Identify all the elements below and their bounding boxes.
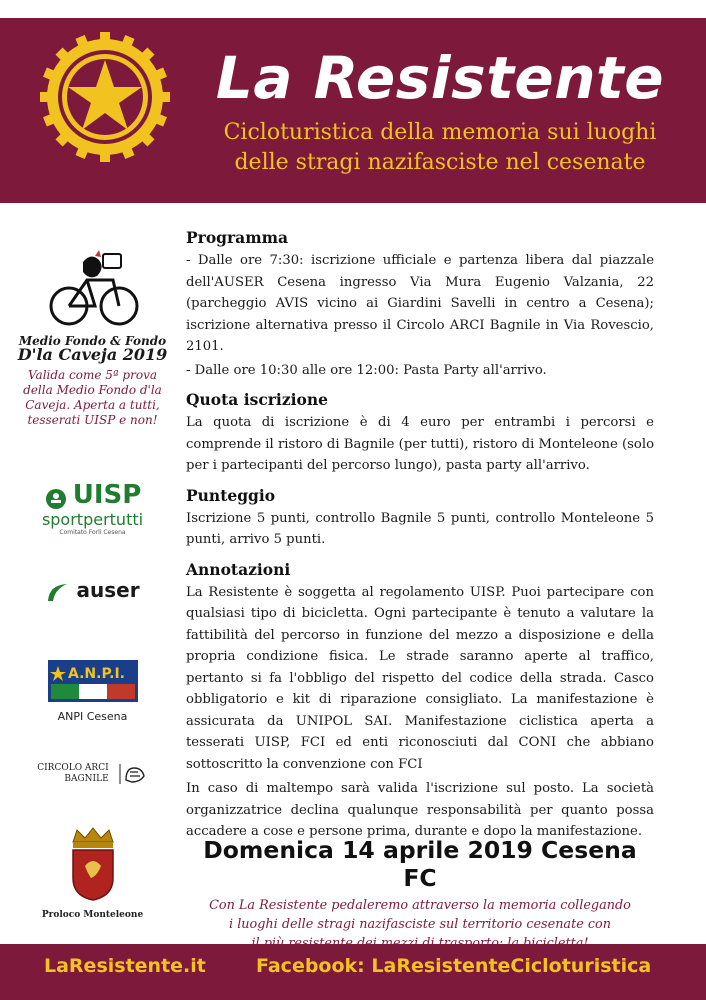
proloco-caption: Proloco Monteleone — [41, 910, 144, 920]
programma-paragraph-2: - Dalle ore 10:30 alle ore 12:00: Pasta Party all'arrivo. — [186, 362, 547, 378]
auser-logo-block — [0, 578, 185, 605]
uisp-runner-icon — [44, 488, 68, 510]
event-block — [186, 836, 654, 953]
arci-hand-icon — [118, 762, 148, 786]
event-title: Domenica 14 aprile 2019 Cesena FC — [203, 836, 637, 892]
subtitle-line-2: delle stragi nazifasciste nel cesenate — [234, 150, 646, 175]
medio-fondo-caption — [0, 334, 185, 362]
header-banner — [0, 18, 706, 203]
footer-banner — [0, 944, 706, 1000]
punteggio-heading: Punteggio — [186, 485, 276, 505]
subtitle-line-1: Cicloturistica della memoria sui luoghi — [223, 120, 657, 145]
anpi-badge-text: A.N.P.I. — [67, 666, 125, 682]
auser-swoosh-icon — [45, 581, 71, 605]
annotazioni-paragraph-1: La Resistente è soggetta al regolamento UISP. Puoi partecipare con qualsiasi tipo di bicicletta. Ogni partecipante è tenuto a valutare la fattibilità del percorso in funzione del mezzo a disposizione e della propria condizione fisica. Le strade saranno aperte al traffico, pertanto si fa l'obbligo del rispetto del codice della strada. Casco obbligatorio e kit di riparazione consigliato. La manifestazione è assicurata da UNIPOL SAI. Manifestazione ciclistica aperta a tesserati UISP, FCI ed enti riconosciuti dal CONI che abbiano sottoscritto la convenzione con FCI — [186, 584, 654, 772]
gear-star-logo-icon — [40, 32, 170, 162]
punteggio-paragraph: Iscrizione 5 punti, controllo Bagnile 5 punti, controllo Monteleone 5 punti, arrivo 5 punti. — [186, 510, 654, 547]
medio-fondo-logo-block — [0, 250, 185, 428]
arci-logo-block — [0, 762, 185, 786]
uisp-tagline: sportpertutti — [41, 510, 144, 529]
arci-line-2: BAGNILE — [64, 774, 109, 784]
main-content — [186, 228, 654, 843]
anpi-logo-block — [0, 660, 185, 723]
auser-word: auser — [76, 578, 140, 602]
annotazioni-paragraph-2: In caso di maltempo sarà valida l'iscrizione sul posto. La società organizzatrice declina qualunque responsabilità per quanto possa accadere a cose e persone prima, durante e dopo la manifestazione. — [186, 781, 654, 839]
cyclist-rooster-icon — [43, 250, 143, 330]
uisp-committee: Comitato Forlì Cesena — [59, 529, 126, 536]
subtitle — [180, 118, 700, 178]
website-link[interactable]: LaResistente.it — [44, 955, 206, 977]
quota-heading: Quota iscrizione — [186, 390, 328, 409]
proloco-logo-block — [0, 826, 185, 920]
medio-fondo-caption-line-1: Medio Fondo & Fondo — [18, 334, 167, 348]
anpi-caption: ANPI Cesena — [57, 710, 128, 723]
anpi-flag-logo-icon — [48, 660, 138, 702]
quota-paragraph: La quota di iscrizione è di 4 euro per entrambi i percorsi e comprende il ristoro di Bagnile (per tutti), ristoro di Monteleone (solo per i partecipanti del percorso lungo), pasta party all'arrivo. — [186, 415, 655, 473]
event-description-line-1: Con La Resistente pedaleremo attraverso la memoria collegando — [209, 898, 631, 913]
proloco-crest-icon — [67, 826, 119, 902]
uisp-word: UISP — [72, 480, 142, 510]
programma-paragraph-1: - Dalle ore 7:30: iscrizione ufficiale e partenza libera dal piazzale dell'AUSER Cesena ingresso Via Mura Eugenio Valzania, 22 (parcheggio AVIS vicino ai Giardini Savelli in centro a Cesena); iscrizione alternativa presso il Circolo ARCI Bagnile in Via Rovescio, 2101. — [186, 253, 654, 354]
arci-text — [37, 763, 108, 785]
medio-fondo-note: Valida come 5ª prova della Medio Fondo d'la Caveja. Aperta a tutti, tesserati UISP e non! — [23, 368, 162, 427]
event-description-line-2: i luoghi delle stragi nazifasciste sul territorio cesenate con — [229, 917, 611, 932]
medio-fondo-caption-line-2: D'la Caveja 2019 — [17, 345, 168, 364]
programma-heading: Programma — [186, 228, 289, 247]
uisp-logo-block — [0, 480, 185, 536]
annotazioni-heading: Annotazioni — [186, 559, 291, 579]
arci-line-1: CIRCOLO ARCI — [37, 763, 109, 773]
uisp-logo — [0, 480, 185, 510]
facebook-link[interactable]: Facebook: LaResistenteCicloturistica — [256, 955, 652, 977]
page-title: La Resistente — [215, 44, 665, 112]
